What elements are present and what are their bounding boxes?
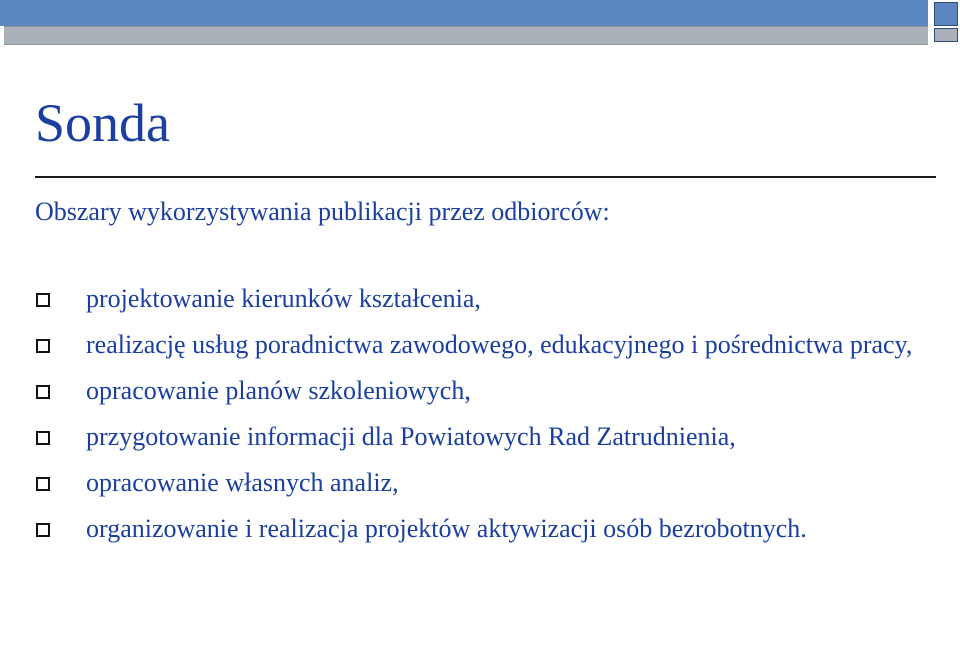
list-item-text: realizację usług poradnictwa zawodowego, edukacyjnego i pośrednictwa pracy, xyxy=(86,330,913,359)
list-item-text: projektowanie kierunków kształcenia, xyxy=(86,284,481,313)
list-item xyxy=(0,464,946,502)
list-item-text: przygotowanie informacji dla Powiatowych Rad Zatrudnienia, xyxy=(86,422,736,451)
list-item xyxy=(0,418,946,456)
header-corner-square-bottom xyxy=(934,28,958,42)
list-item xyxy=(0,510,946,548)
header-band-lower xyxy=(4,26,928,45)
bullet-list xyxy=(0,280,946,556)
hollow-square-icon xyxy=(36,523,50,537)
slide-subtitle: Obszary wykorzystywania publikacji przez odbiorców: xyxy=(35,197,610,226)
hollow-square-icon xyxy=(36,293,50,307)
header-decoration-bar xyxy=(0,0,960,44)
hollow-square-icon xyxy=(36,431,50,445)
list-item xyxy=(0,372,946,410)
list-item-text: opracowanie własnych analiz, xyxy=(86,468,399,497)
list-item xyxy=(0,326,946,364)
hollow-square-icon xyxy=(36,477,50,491)
header-corner-square-top xyxy=(934,2,958,26)
hollow-square-icon xyxy=(36,385,50,399)
list-item xyxy=(0,280,946,318)
header-band-upper xyxy=(0,0,928,26)
title-divider xyxy=(35,176,936,178)
slide-title: Sonda xyxy=(35,93,170,153)
list-item-text: organizowanie i realizacja projektów aktywizacji osób bezrobotnych. xyxy=(86,514,807,543)
hollow-square-icon xyxy=(36,339,50,353)
list-item-text: opracowanie planów szkoleniowych, xyxy=(86,376,471,405)
